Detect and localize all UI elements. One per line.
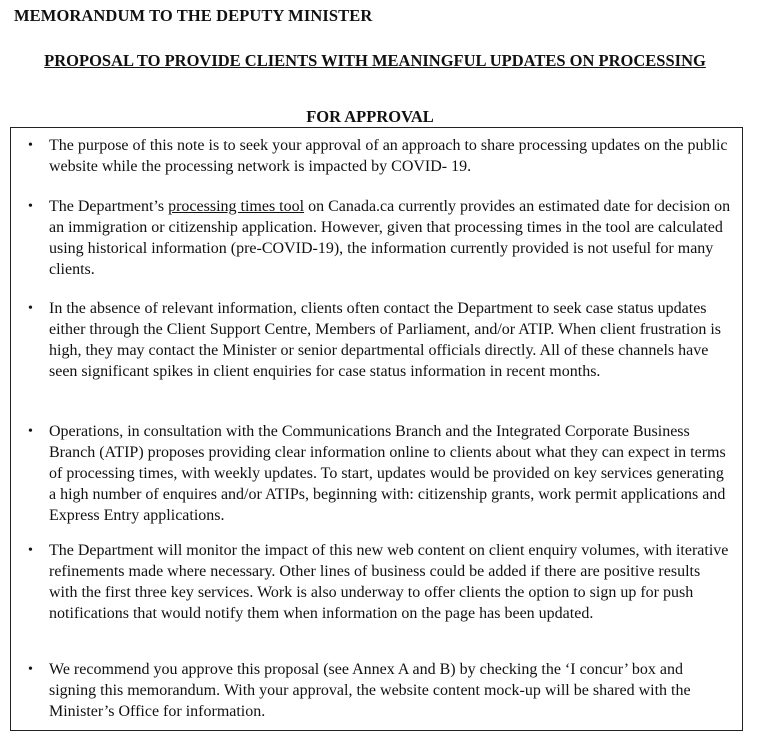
memo-header: MEMORANDUM TO THE DEPUTY MINISTER <box>14 6 373 25</box>
bullet-text-after: on Canada.ca currently provides an estimated date for decision on an immigration or citizenship application. However, given that processing times in the tool are calculated using historical information (pre-COVID-19), the information currently provided is not useful for many clients. <box>49 198 731 278</box>
bullet-icon: • <box>28 138 33 153</box>
bullet-icon: • <box>28 424 33 439</box>
bullet-icon: • <box>28 199 33 214</box>
bullet-text: Operations, in consultation with the Communications Branch and the Integrated Corporate Business Branch (ATIP) proposes providing clear information online to clients about what they can expect in terms of processing times, with weekly updates. To start, updates would be provided on key services generating a high number of enquires and/or ATIPs, beginning with: citizenship grants, work permit applications and Express Entry applications. <box>49 423 726 524</box>
bullet-text: In the absence of relevant information, clients often contact the Department to seek case status updates either through the Client Support Centre, Members of Parliament, and/or ATIP. When client frustration is high, they may contact the Minister or senior departmental officials directly. All of these channels have seen significant spikes in client enquiries for case status information in recent months. <box>49 300 722 380</box>
bullet-text <box>49 196 732 280</box>
memo-content-box <box>10 127 743 731</box>
bullet-text: The purpose of this note is to seek your approval of an approach to share processing updates on the public website while the processing network is impacted by COVID- 19. <box>49 137 728 175</box>
processing-times-tool-link[interactable]: processing times tool <box>168 198 305 215</box>
bullet-text-before: The Department’s <box>49 198 169 215</box>
bullet-text: The Department will monitor the impact of this new web content on client enquiry volumes, with iterative refinements made where necessary. Other lines of business could be added if there are positive results with the first three key services. Work is also underway to offer clients the option to sign up for push notifications that would notify them when information on the page has been updated. <box>49 542 729 622</box>
bullet-text: We recommend you approve this proposal (see Annex A and B) by checking the ‘I concur’ box and signing this memorandum. With your approval, the website content mock-up will be shared with the Minister’s Office for information. <box>49 661 691 720</box>
bullet-icon: • <box>28 301 33 316</box>
memo-subject: PROPOSAL TO PROVIDE CLIENTS WITH MEANINGFUL UPDATES ON PROCESSING <box>44 51 706 70</box>
bullet-icon: • <box>28 543 33 558</box>
bullet-icon: • <box>28 662 33 677</box>
approval-heading: FOR APPROVAL <box>306 107 434 126</box>
